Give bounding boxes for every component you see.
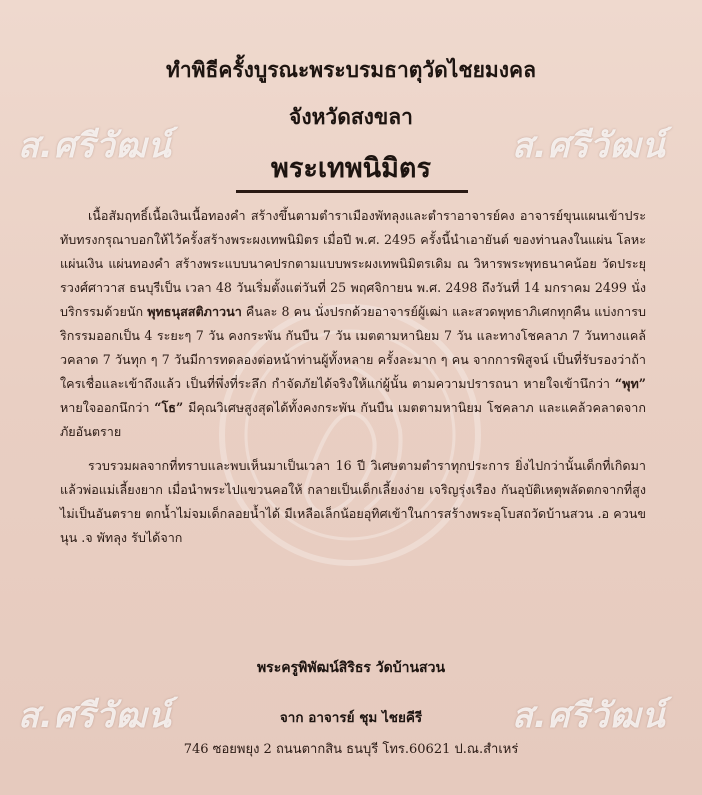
paragraph-results: รวบรวมผลจากที่ทราบและพบเห็นมาเป็นเวลา 16 ปี วิเศษตามตำราทุกประการ ยิ่งไปกว่านั้นเด็กที่เกิดมาแล้วพ่อแม่เลี้ยงยาก เมื่อนำพระไปแขวนคอให้ กลายเป็นเด็กเลี้ยงง่าย เจริญรุ่งเรือง กันอุบัติเหตุพลัดตกจากที่สูงไม่เป็นอันตราย ตกน้ำไม่จมเด็กลอยน้ำได้ มีเหลือเล็กน้อยอุทิศเข้าในการสร้างพระอุโบสถวัดบ้านสวน .อ ควนขนุน .จ พัทลุง รับได้จาก	[60, 458, 646, 545]
heading-province: จังหวัดสงขลา	[289, 104, 413, 129]
body-text	[60, 204, 646, 560]
heading-amulet-name: พระเทพนิมิตร	[271, 153, 431, 184]
title-divider	[236, 190, 468, 193]
bold-term-mantra: พุทธนุสสติภาวนา	[147, 304, 242, 319]
signature-address: 746 ซอยพยุง 2 ถนนตากสิน ธนบุรี โทร.60621 ป.ณ.สำเหร่	[183, 742, 519, 757]
bold-term-tho: “โธ”	[154, 400, 184, 415]
signature-from: จาก อาจารย์ ชุม ไชยคีรี	[279, 710, 423, 726]
heading-ceremony: ทำพิธีครั้งบูรณะพระบรมธาตุวัดไชยมงคล	[166, 57, 536, 82]
watermark-top-right: ส.ศรีวัฒน์	[512, 126, 666, 166]
paragraph-history: เนื้อสัมฤทธิ์เนื้อเงินเนื้อทองคำ สร้างขึ้นตามตำราเมืองพัทลุงและตำราอาจารย์คง อาจารย์ขุนแผนเข้าประทับทรงกรุณาบอกให้ไว้ครั้งสร้างพระผงเทพนิมิตร เมื่อปี พ.ศ. 2495 ครั้งนี้นำเอายันต์ ของท่านลงในแผ่น โลหะ แผ่นเงิน แผ่นทองคำ สร้างพระแบบนาคปรกตามแบบพระผงเทพนิมิตรเดิม ณ วิหารพระพุทธนาคน้อย วัดประยุรวงศ์ศาวาส ธนบุรีเป็น เวลา 48 วันเริ่มตั้งแต่วันที่ 25 พฤศจิกายน พ.ศ. 2498 ถึงวันที่ 14 มกราคม 2499 นั่งบริกรรมด้วยนัก พุทธนุสสติภาวนา คืนละ 8 คน นั่งปรกด้วยอาจารย์ผู้เฒ่า และสวดพุทธาภิเศกทุกคืน แบ่งการบริกรรมออกเป็น 4 ระยะๆ 7 วัน คงกระพัน กันบืน 7 วัน เมตตามหานิยม 7 วัน และทางโชคลาภ 7 วันทางแคล้วคลาด 7 วันทุก ๆ 7 วันมีการทดลองต่อหน้าท่านผู้ทั้งหลาย ครั้งละมาก ๆ คน จากการพิสูจน์ เป็นที่รับรองว่าถ้าใครเชื่อและเข้าถึงแล้ว เป็นที่พึ่งที่ระลึก กำจัดภัยได้จริงให้แก่ผู้นั้น ตามความปรารถนา หายใจเข้านึกว่า “พุท” หายใจออกนึกว่า “โธ” มีคุณวิเศษสูงสุดได้ทั้งคงกระพัน กันบืน เมตตามหานิยม โชคลาภ และแคล้วคลาดจากภัยอันตราย	[60, 208, 646, 439]
signature-monk: พระครูพิพัฒน์สิริธร วัดบ้านสวน	[256, 660, 446, 676]
watermark-top-left: ส.ศรีวัฒน์	[18, 126, 172, 166]
watermark-bottom-left: ส.ศรีวัฒน์	[18, 696, 172, 736]
watermark-bottom-right: ส.ศรีวัฒน์	[512, 696, 666, 736]
bold-term-phut: “พุท”	[614, 376, 646, 391]
